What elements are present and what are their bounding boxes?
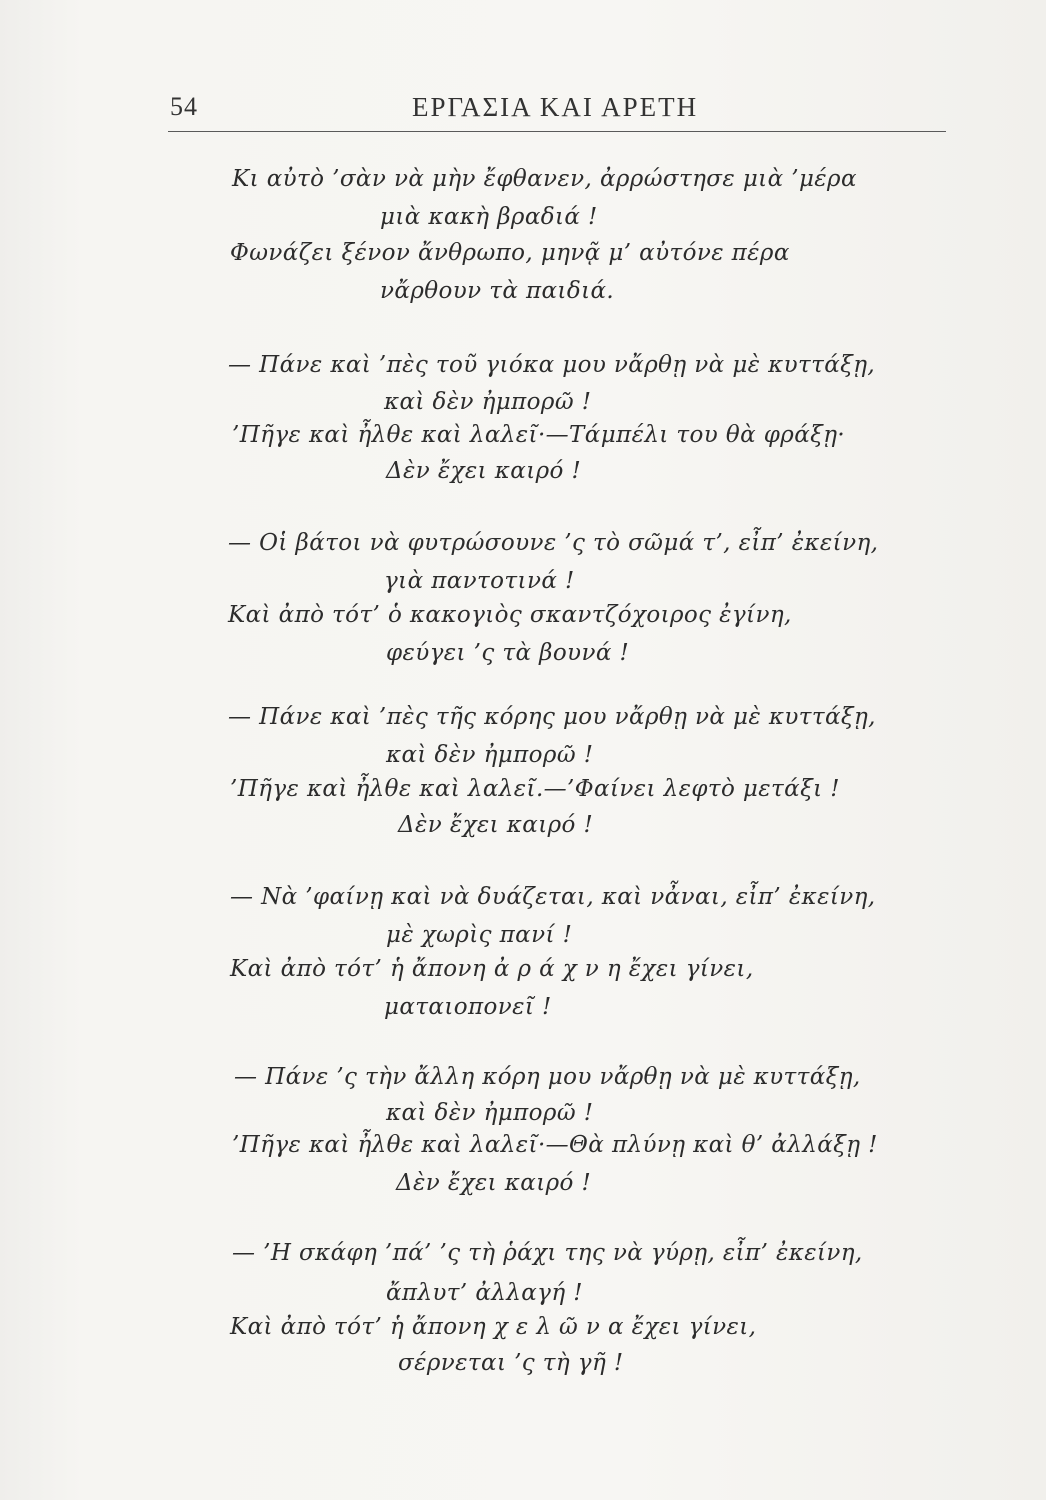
verse-line: — Νὰ ’φαίνῃ καὶ νὰ δυάζεται, καὶ νἆναι, εἶπ’ ἐκείνη, <box>230 884 876 910</box>
verse-line: Κι αὐτὸ ’σὰν νὰ μὴν ἔφθανεν, ἀρρώστησε μιὰ ’μέρα <box>232 166 857 192</box>
verse-line: Δὲν ἔχει καιρό ! <box>386 458 582 484</box>
verse-line: καὶ δὲν ἠμπορῶ ! <box>386 1100 594 1126</box>
verse-line: — ’Η σκάφη ’πά’ ’ς τὴ ῥάχι της νὰ γύρῃ, εἶπ’ ἐκείνη, <box>232 1240 863 1266</box>
verse-line: καὶ δὲν ἠμπορῶ ! <box>384 389 592 415</box>
page-header <box>170 92 946 132</box>
verse-line: γιὰ παντοτινά ! <box>384 568 575 594</box>
verse-line: Φωνάζει ξένον ἄνθρωπο, μηνᾷ μ’ αὐτόνε πέρα <box>230 240 790 266</box>
verse-line: φεύγει ’ς τὰ βουνά ! <box>386 640 630 666</box>
verse-line: μιὰ κακὴ βραδιά ! <box>380 204 598 230</box>
verse-line: Καὶ ἀπὸ τότ’ ἡ ἄπονη χ ε λ ῶ ν α ἔχει γίνει, <box>230 1314 757 1340</box>
verse-line: Δὲν ἔχει καιρό ! <box>398 812 594 838</box>
verse-line: ’Πῆγε καὶ ἦλθε καὶ λαλεῖ·—Τάμπέλι του θὰ φράξῃ· <box>232 422 846 448</box>
running-title: ΕΡΓΑΣΙΑ ΚΑΙ ΑΡΕΤΗ <box>412 92 699 122</box>
header-rule <box>168 131 946 132</box>
verse-line: ματαιοπονεῖ ! <box>384 994 552 1020</box>
verse-line: — Πάνε καὶ ’πὲς τῆς κόρης μου νἄρθῃ νὰ μὲ κυττάξῃ, <box>228 704 876 730</box>
verse-line: Καὶ ἀπὸ τότ’ ἡ ἄπονη ἀ ρ ά χ ν η ἔχει γίνει, <box>230 956 754 982</box>
verse-line: νἄρθουν τὰ παιδιά. <box>380 278 615 304</box>
verse-line: — Πάνε καὶ ’πὲς τοῦ γιόκα μου νἄρθῃ νὰ μὲ κυττάξῃ, <box>228 352 876 378</box>
verse-line: ’Πῆγε καὶ ἦλθε καὶ λαλεῖ.—’Φαίνει λεφτὸ μετάξι ! <box>230 776 840 802</box>
verse-line: ἄπλυτ’ ἀλλαγή ! <box>386 1280 583 1306</box>
verse-line: σέρνεται ’ς τὴ γῆ ! <box>398 1350 624 1376</box>
verse-line: Δὲν ἔχει καιρό ! <box>396 1170 592 1196</box>
verse-line: ’Πῆγε καὶ ἦλθε καὶ λαλεῖ·—Θὰ πλύνῃ καὶ θ’ ἀλλάξῃ ! <box>232 1132 878 1158</box>
verse-line: — Πάνε ’ς τὴν ἄλλη κόρη μου νἄρθῃ νὰ μὲ κυττάξῃ, <box>234 1064 861 1090</box>
verse-line: καὶ δὲν ἠμπορῶ ! <box>386 742 594 768</box>
verse-line: — Οἱ βάτοι νὰ φυτρώσουνε ’ς τὸ σῶμά τ’, εἶπ’ ἐκείνη, <box>228 530 879 556</box>
page-number: 54 <box>170 92 198 121</box>
verse-line: Καὶ ἀπὸ τότ’ ὁ κακογιὸς σκαντζόχοιρος ἐγίνη, <box>228 602 792 628</box>
verse-line: μὲ χωρὶς πανί ! <box>386 922 573 948</box>
